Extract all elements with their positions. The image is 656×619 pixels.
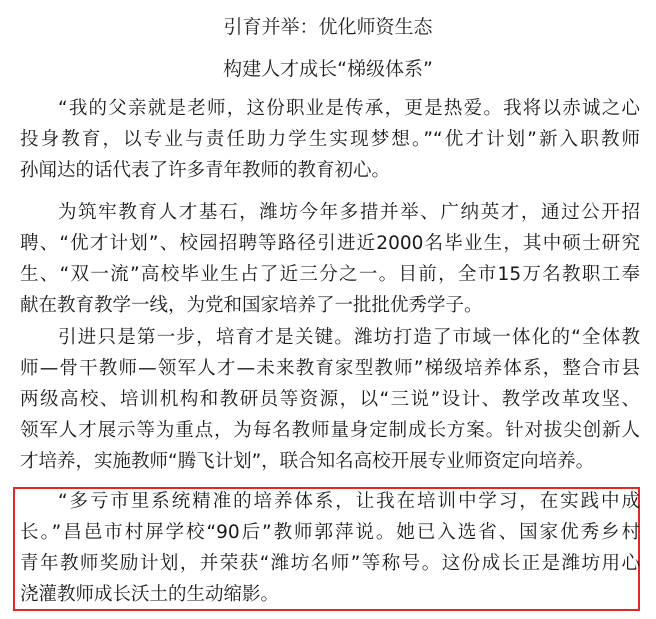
paragraph-line: “多亏市里系统精准的培养体系，让我在培训中学习，在实践中成 [58, 491, 640, 512]
paragraph-line: 青年教师奖励计划，并荣获“潍坊名师”等称号。这份成长正是潍坊用心 [20, 553, 640, 574]
paragraph-line: 领军人才展示等为重点，为每名教师量身定制成长方案。针对拔尖创新人 [20, 420, 640, 441]
paragraph-line: 为筑牢教育人才基石，潍坊今年多措并举、广纳英才，通过公开招 [58, 202, 640, 223]
paragraph-line: 才培养，实施教师“腾飞计划”，联合知名高校开展专业师资定向培养。 [20, 451, 595, 472]
paragraph-4-highlighted [20, 486, 640, 610]
paragraph-line: 长。”昌邑市村屏学校“90后”教师郭萍说。她已入选省、国家优秀乡村 [20, 522, 640, 543]
section-subtitle: 构建人才成长“梯级体系” [223, 58, 433, 80]
paragraph-line: 引进只是第一步，培育才是关键。潍坊打造了市域一体化的“全体教 [58, 327, 640, 348]
paragraph-line: 浇灌教师成长沃土的生动缩影。 [20, 584, 280, 605]
paragraph-line: 聘、“优才计划”、校园招聘等路径引进近2000名毕业生，其中硕士研究 [20, 233, 640, 254]
paragraph-line: 两级高校、培训机构和教研员等资源，以“三说”设计、教学改革攻坚、 [20, 389, 640, 410]
paragraph-line: 孙闻达的话代表了许多青年教师的教育初心。 [20, 160, 391, 181]
paragraph-1 [20, 93, 640, 186]
paragraph-line: 师—骨干教师—领军人才—未来教育家型教师”梯级培养体系，整合市县 [20, 358, 640, 379]
paragraph-line: 生、“双一流”高校毕业生占了近三分之一。目前，全市15万名教职工奉 [20, 264, 640, 285]
paragraph-2 [20, 197, 640, 321]
paragraph-line: “我的父亲就是老师，这份职业是传承，更是热爱。我将以赤诚之心 [58, 98, 640, 119]
paragraph-line: 投身教育，以专业与责任助力学生实现梦想。”“优才计划”新入职教师 [20, 129, 640, 150]
section-title: 引育并举：优化师资生态 [223, 16, 433, 38]
paragraph-3 [20, 322, 640, 477]
paragraph-line: 献在教育教学一线，为党和国家培养了一批批优秀学子。 [20, 295, 483, 316]
